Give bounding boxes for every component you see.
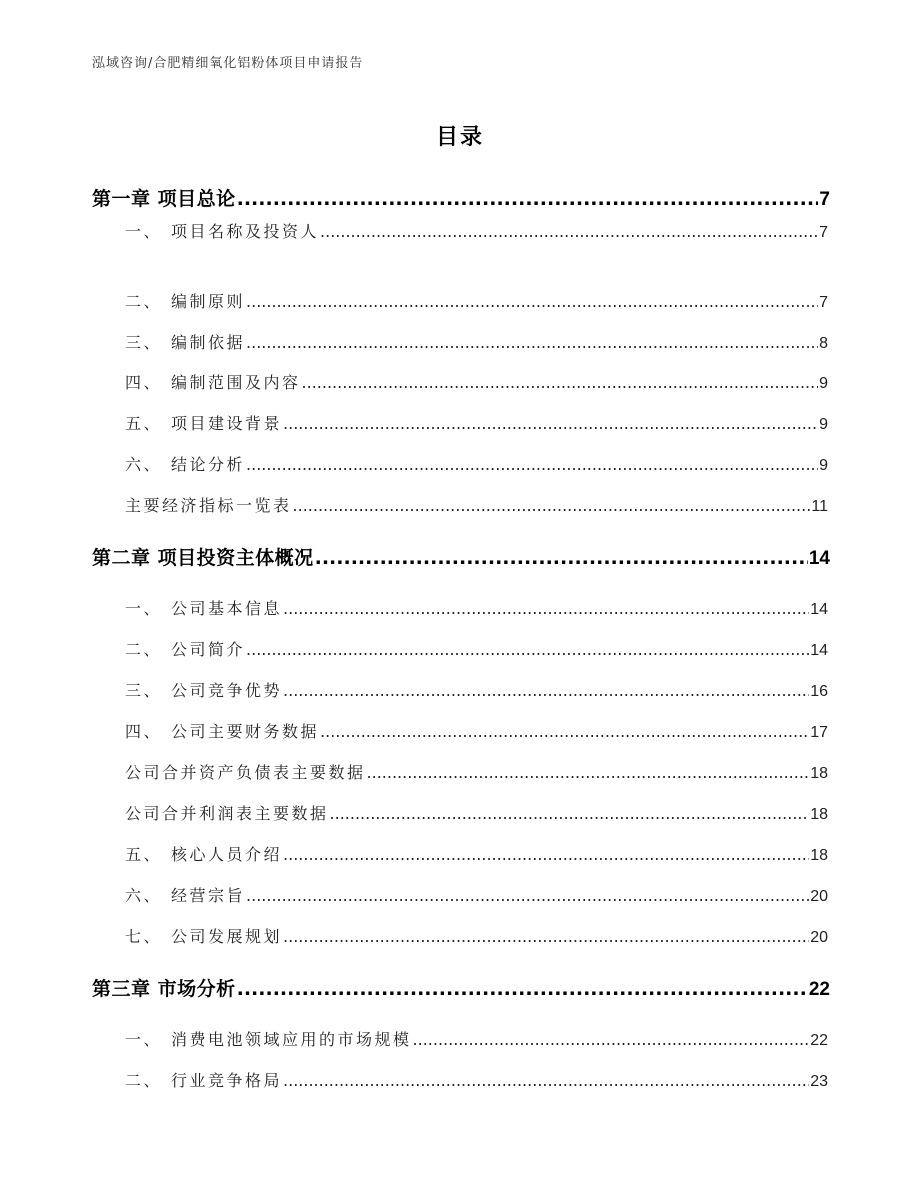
toc-section-entry[interactable] xyxy=(125,842,828,865)
toc-section-entry[interactable] xyxy=(125,924,828,947)
toc-page-number: 7 xyxy=(819,189,830,210)
dot-leader xyxy=(283,927,809,946)
toc-section-entry[interactable] xyxy=(125,219,828,242)
toc-entry-text: 结论分析 xyxy=(171,455,246,474)
toc-chapter-entry[interactable] xyxy=(92,184,830,211)
toc-section-entry[interactable] xyxy=(125,883,828,906)
toc-page-number: 14 xyxy=(808,548,830,569)
dot-leader xyxy=(283,681,809,700)
toc-section-entry[interactable] xyxy=(125,370,828,393)
toc-page-number: 20 xyxy=(810,929,828,946)
toc-page-number: 9 xyxy=(819,375,828,392)
toc-page-number: 22 xyxy=(810,1032,828,1049)
toc-entry-text: 公司简介 xyxy=(171,640,246,659)
toc-entry-label xyxy=(125,219,319,242)
dot-leader xyxy=(413,1030,810,1049)
toc-entry-text: 行业竞争格局 xyxy=(171,1071,283,1090)
dot-leader xyxy=(302,373,819,392)
dot-leader xyxy=(246,455,818,474)
toc-entry-label xyxy=(125,1068,282,1091)
toc-entry-text: 第一章 项目总论 xyxy=(92,188,236,210)
toc-entry-text: 公司合并利润表主要数据 xyxy=(125,804,329,823)
toc-section-entry[interactable] xyxy=(125,637,828,660)
dot-leader xyxy=(367,763,810,782)
toc-entry-text: 第二章 项目投资主体概况 xyxy=(92,547,314,569)
toc-page-number: 23 xyxy=(810,1073,828,1090)
toc-entry-text: 公司竞争优势 xyxy=(171,681,283,700)
toc-entry-text: 经营宗旨 xyxy=(171,886,246,905)
dot-leader xyxy=(246,292,818,311)
toc-entry-label xyxy=(125,719,319,742)
dot-leader xyxy=(246,333,818,352)
toc-entry-text: 编制依据 xyxy=(171,333,246,352)
toc-page-number: 11 xyxy=(811,498,828,515)
toc-page-number: 14 xyxy=(810,642,828,659)
toc-page-number: 8 xyxy=(819,335,828,352)
toc-section-entry[interactable] xyxy=(125,678,828,701)
toc-entry-label xyxy=(125,801,329,824)
toc-entry-number: 五、 xyxy=(125,845,163,864)
toc-entry-number: 一、 xyxy=(125,222,163,241)
toc-entry-text: 核心人员介绍 xyxy=(171,845,283,864)
toc-section-entry[interactable] xyxy=(125,760,828,783)
toc-page-number: 16 xyxy=(810,683,828,700)
toc-entry-number: 二、 xyxy=(125,292,163,311)
toc-entry-text: 第三章 市场分析 xyxy=(92,978,236,1000)
toc-entry-label xyxy=(125,842,282,865)
dot-leader xyxy=(237,188,819,210)
toc-entry-text: 项目名称及投资人 xyxy=(171,222,320,241)
toc-section-entry[interactable] xyxy=(125,289,828,312)
toc-entry-number: 三、 xyxy=(125,333,163,352)
toc-page-number: 9 xyxy=(819,416,828,433)
toc-entry-text: 编制原则 xyxy=(171,292,246,311)
toc-section-entry[interactable] xyxy=(125,411,828,434)
toc-page-number: 7 xyxy=(819,224,828,241)
toc-entry-label xyxy=(125,760,366,783)
toc-entry-label xyxy=(125,370,301,393)
toc-entry-label xyxy=(92,974,236,1001)
toc-section-entry[interactable] xyxy=(125,493,828,516)
toc-entry-number: 二、 xyxy=(125,1071,163,1090)
toc-entry-label xyxy=(125,1027,412,1050)
toc-entry-label xyxy=(125,678,282,701)
toc-entry-number: 四、 xyxy=(125,373,163,392)
toc-entry-number: 五、 xyxy=(125,414,163,433)
toc-entry-text: 公司合并资产负债表主要数据 xyxy=(125,763,366,782)
toc-entry-text: 公司主要财务数据 xyxy=(171,722,320,741)
toc-entry-number: 三、 xyxy=(125,681,163,700)
dot-leader xyxy=(283,414,818,433)
toc-entry-number: 六、 xyxy=(125,455,163,474)
toc-entry-label xyxy=(125,637,245,660)
toc-page-number: 18 xyxy=(810,765,828,782)
toc-page-number: 18 xyxy=(810,847,828,864)
toc-entry-label xyxy=(125,289,245,312)
toc-entry-label xyxy=(125,411,282,434)
dot-leader xyxy=(293,496,811,515)
toc-entry-label xyxy=(125,493,292,516)
toc-entry-text: 消费电池领域应用的市场规模 xyxy=(171,1030,412,1049)
toc-entry-label xyxy=(125,883,245,906)
toc-page-number: 22 xyxy=(808,979,830,1000)
toc-section-entry[interactable] xyxy=(125,1027,828,1050)
toc-page-number: 17 xyxy=(810,724,828,741)
toc-entry-number: 二、 xyxy=(125,640,163,659)
toc-section-entry[interactable] xyxy=(125,1068,828,1091)
toc-page-number: 7 xyxy=(819,294,828,311)
toc-section-entry[interactable] xyxy=(125,330,828,353)
dot-leader xyxy=(320,722,809,741)
toc-entry-number: 一、 xyxy=(125,1030,163,1049)
toc-section-entry[interactable] xyxy=(125,596,828,619)
dot-leader xyxy=(246,640,809,659)
document-header: 泓域咨询/合肥精细氧化铝粉体项目申请报告 xyxy=(92,56,364,71)
toc-entry-number: 一、 xyxy=(125,599,163,618)
toc-section-entry[interactable] xyxy=(125,801,828,824)
toc-entry-label xyxy=(125,330,245,353)
dot-leader xyxy=(320,222,818,241)
toc-page-number: 14 xyxy=(810,601,828,618)
toc-entry-text: 项目建设背景 xyxy=(171,414,283,433)
toc-entry-label xyxy=(125,596,282,619)
toc-entry-label xyxy=(92,184,236,211)
toc-entry-number: 六、 xyxy=(125,886,163,905)
toc-entry-text: 公司发展规划 xyxy=(171,927,283,946)
dot-leader xyxy=(237,978,808,1000)
dot-leader xyxy=(246,886,809,905)
toc-entry-text: 主要经济指标一览表 xyxy=(125,496,292,515)
toc-page-number: 18 xyxy=(810,806,828,823)
dot-leader xyxy=(283,845,809,864)
toc-entry-label xyxy=(125,924,282,947)
dot-leader xyxy=(283,1071,809,1090)
toc-page-number: 20 xyxy=(810,888,828,905)
page-title: 目录 xyxy=(435,125,484,150)
toc-chapter-entry[interactable] xyxy=(92,543,830,570)
toc-entry-number: 四、 xyxy=(125,722,163,741)
dot-leader xyxy=(330,804,810,823)
toc-entry-number: 七、 xyxy=(125,927,163,946)
dot-leader xyxy=(283,599,809,618)
toc-section-entry[interactable] xyxy=(125,719,828,742)
dot-leader xyxy=(315,547,808,569)
toc-page-number: 9 xyxy=(819,457,828,474)
toc-entry-text: 公司基本信息 xyxy=(171,599,283,618)
toc-entry-text: 编制范围及内容 xyxy=(171,373,301,392)
toc-chapter-entry[interactable] xyxy=(92,974,830,1001)
toc-entry-label xyxy=(92,543,314,570)
toc-entry-label xyxy=(125,452,245,475)
toc-section-entry[interactable] xyxy=(125,452,828,475)
